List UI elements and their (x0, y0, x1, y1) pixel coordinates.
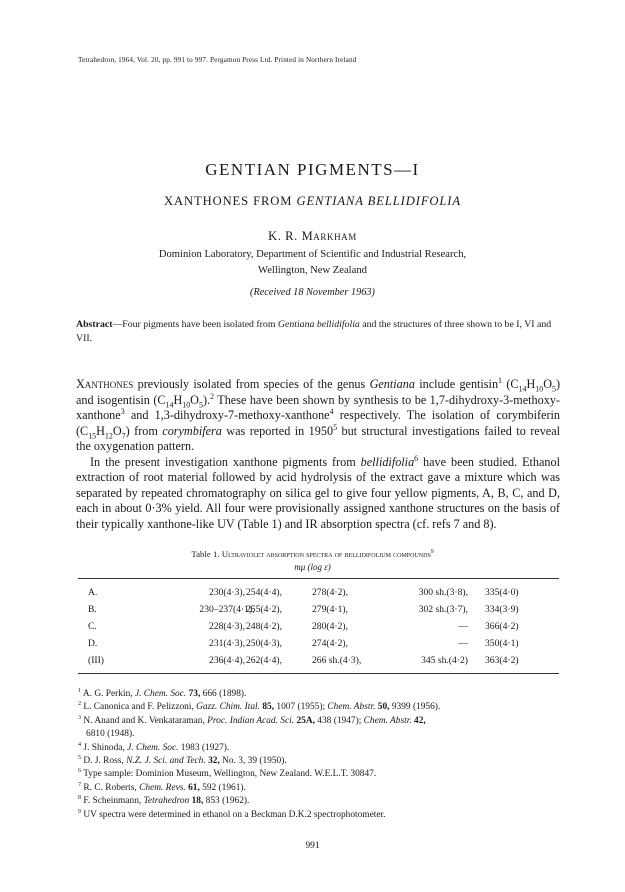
journal-name: Proc. Indian Acad. Sci. (207, 715, 295, 726)
table-cell: 363(4·2) (485, 655, 519, 666)
volume-number: 25A, (294, 715, 315, 726)
subscript: 10 (535, 384, 544, 394)
text-run: N. Anand and K. Venkataraman, (81, 715, 208, 726)
text-run: and 1,3-dihydroxy-7-methoxy-xanthone (124, 408, 330, 422)
journal-name: Chem. Abstr. (363, 715, 412, 726)
text-run: O (543, 377, 552, 391)
abstract-text-1: —Four pigments have been isolated from (112, 319, 278, 330)
journal-name: Gazz. Chim. Ital. (196, 702, 260, 713)
subscript: 10 (182, 399, 191, 409)
table-row (0, 604, 625, 621)
text-run: Type sample: Dominion Museum, Wellington, New Zealand. W.E.L.T. 30847. (81, 769, 377, 780)
journal-name: Chem. Abstr. (327, 702, 376, 713)
text-run: O (112, 423, 122, 438)
genus-name: Gentiana (369, 377, 415, 391)
table-cell: 228(4·3), (209, 621, 245, 632)
footnote (78, 742, 562, 755)
table-cell: A. (88, 587, 98, 598)
subscript: 7 (121, 430, 126, 440)
text-run: H (173, 392, 183, 407)
received-date: (Received 18 November 1963) (250, 287, 375, 298)
footnote-number: 4 (78, 741, 82, 748)
text-run: 1983 (1927). (178, 742, 230, 753)
footnotes (78, 688, 562, 822)
abstract (76, 318, 559, 346)
footnote-number: 1 (78, 687, 82, 694)
footnote-number: 3 (78, 714, 82, 721)
text-run: 853 (1962). (203, 796, 250, 807)
text-run: These have been shown by synthesis to be 1,7-dihydroxy-3-methoxy-xanthone (76, 392, 560, 422)
table-cell: 280(4·2), (312, 621, 348, 632)
subscript: 12 (104, 430, 113, 440)
footnote (78, 795, 562, 808)
table-top-rule (78, 578, 559, 579)
affiliation-line-1: Dominion Laboratory, Department of Scientific and Industrial Research, (158, 249, 467, 260)
footnote-number: 9 (78, 808, 82, 815)
footnote-number: 7 (78, 781, 82, 788)
subscript: 14 (165, 399, 174, 409)
reference-mark: 1 (498, 375, 503, 385)
volume-number: 85, (259, 702, 275, 713)
volume-number: 32, (205, 756, 220, 767)
abstract-species: Gentiana bellidifolia (277, 319, 360, 330)
table-cell: (III) (88, 655, 104, 666)
table-row (0, 621, 625, 638)
text-run: include gentisin (414, 377, 499, 391)
volume-number: 73, (186, 689, 201, 699)
table-cell: 262(4·4), (246, 655, 282, 666)
table-cell: C. (88, 621, 97, 632)
text-run: ). (202, 392, 211, 407)
text-run: F. Scheinmann, (81, 796, 144, 807)
subtitle-species: GENTIANA BELLIDIFOLIA (296, 194, 461, 208)
subscript: 5 (198, 399, 203, 409)
reference-mark: 2 (210, 391, 215, 401)
abstract-text-2: and the structures of three shown to be I, VI and VII. (76, 319, 552, 344)
footnote (78, 701, 562, 714)
table-cell: 279(4·1), (312, 604, 348, 615)
table-cell: 254(4·4), (246, 587, 282, 598)
text-run: respectively. The isolation of corymbiferin (C (76, 408, 560, 438)
subscript: 14 (518, 384, 527, 394)
footnote-number: 5 (78, 754, 82, 761)
footnote (78, 768, 562, 781)
text-run: 592 (1961). (199, 782, 246, 793)
table-cell: 350(4·1) (485, 638, 519, 649)
footnote (78, 715, 562, 728)
table-cell: 335(4·0) (485, 587, 519, 598)
table-cell: 300 sh.(3·8), (418, 587, 468, 598)
table-cell: 236(4·4), (209, 655, 245, 666)
affiliation (0, 247, 625, 278)
table-cell: 302 sh.(3·7), (418, 604, 468, 615)
text-run: H (526, 377, 536, 391)
text-run: 1007 (1955); (274, 702, 328, 713)
volume-number: 42, (411, 715, 426, 726)
text-run: 9399 (1956). (389, 702, 441, 713)
footnote (78, 755, 562, 768)
text-run: A. G. Perkin, (81, 689, 135, 699)
table-cell: 366(4·2) (485, 621, 519, 632)
text-run: In the present investigation xanthone pigments from (90, 454, 361, 469)
table-cell: — (458, 621, 468, 632)
subscript: 15 (88, 430, 97, 440)
reference-mark: 5 (333, 422, 338, 432)
table-cell: 250(4·3), (246, 638, 282, 649)
journal-name: N.Z. J. Sci. and Tech. (126, 756, 206, 767)
text-run: ) and isogentisin (C (76, 377, 561, 407)
table-caption-text: Ultraviolet absorption spectra of bellidifolium compounds (221, 549, 431, 559)
table-cell: 278(4·2), (312, 587, 348, 598)
footnote (78, 688, 562, 701)
table-cell: 345 sh.(4·2) (421, 655, 468, 666)
text-run: L. Canonica and F. Pelizzoni, (81, 702, 197, 713)
footnote-continuation: 6810 (1948). (86, 729, 135, 740)
affiliation-line-2: Wellington, New Zealand (258, 264, 367, 276)
table-cell: 255(4·2), (246, 604, 282, 615)
footnote (78, 809, 562, 822)
table-caption (0, 549, 625, 559)
table-cell: B. (88, 604, 97, 615)
journal-name: Tetrahedron (143, 796, 190, 807)
abstract-label: Abstract (76, 319, 113, 330)
table-row (0, 638, 625, 655)
text-run: R. C. Roberts, (81, 782, 140, 793)
article-title: GENTIAN PIGMENTS—I (205, 160, 420, 179)
table-cell: 231(4·3), (209, 638, 245, 649)
text-run: O (190, 392, 199, 407)
volume-number: 61, (185, 782, 200, 793)
reference-mark: 3 (120, 406, 125, 416)
table-caption-label: Table 1. (191, 549, 222, 559)
table-cell: 334(3·9) (485, 604, 519, 615)
species-name: bellidifolia (360, 454, 415, 469)
footnote-number: 8 (78, 795, 82, 802)
journal-name: J. Chem. Soc. (127, 742, 179, 753)
volume-number: 18, (189, 796, 204, 807)
table-row (0, 655, 625, 672)
table-units: mμ (log ε) (294, 562, 331, 572)
body-text (76, 377, 560, 532)
text-run: H (96, 423, 105, 438)
subscript: 5 (552, 384, 556, 394)
species-name: corymbifera (162, 423, 222, 438)
footnote-number: 2 (78, 701, 82, 708)
table-cell: — (458, 638, 468, 649)
table-cell: D. (88, 638, 98, 649)
text-run: have been studied. Ethanol extraction of root material followed by acid hydrolysis of the extract gave a mixture which was separated by repeated chromatography on silica gel to give four yellow pigments, A, B, C, and D, each in about 0·3% yield. All four were provisionally assigned xanthone structures on the basis of their typically xanthone-like UV (Table 1) and IR absorption spectra (cf. refs 7 and 8). (76, 454, 560, 531)
page-number: 991 (305, 841, 320, 851)
author-name (0, 229, 625, 244)
footnote (78, 782, 562, 795)
footnote-number: 6 (78, 768, 82, 775)
text-run: previously isolated from species of the genus (133, 377, 370, 391)
table-cell: 230–237(4·1), (199, 604, 255, 615)
table-bottom-rule (78, 673, 559, 674)
volume-number: 50, (375, 702, 390, 713)
table-cell: 230(4·3), (209, 587, 245, 598)
paragraph-1 (76, 377, 560, 455)
author-initials: K. R. (268, 229, 302, 243)
text-run: (C (502, 377, 519, 391)
text-run: J. Shinoda, (81, 742, 128, 753)
text-run: 666 (1898). (200, 689, 247, 699)
author-surname: Markham (301, 229, 357, 243)
article-subtitle (0, 194, 625, 209)
lead-word: Xanthones (76, 377, 134, 391)
table-row (0, 587, 625, 604)
text-run: UV spectra were determined in ethanol on a Beckman D.K.2 spectrophotometer. (81, 809, 386, 820)
reference-mark: 6 (414, 453, 419, 463)
table-cell: 274(4·2), (312, 638, 348, 649)
table-cell: 248(4·2), (246, 621, 282, 632)
running-header: Tetrahedron, 1964, Vol. 20, pp. 991 to 997. Pergamon Press Ltd. Printed in Northern Ireland (78, 56, 357, 64)
text-run: D. J. Ross, (81, 756, 127, 767)
journal-name: J. Chem. Soc. (134, 689, 187, 699)
text-run: 438 (1947); (314, 715, 364, 726)
subtitle-prefix: XANTHONES FROM (164, 194, 297, 208)
text-run: ) from (125, 423, 163, 438)
text-run: but structural investigations failed to reveal the oxygenation pattern. (76, 423, 561, 453)
text-run: No. 3, 39 (1950). (219, 756, 287, 767)
text-run: was reported in 1950 (221, 423, 334, 438)
paragraph-2 (76, 455, 560, 533)
journal-name: Chem. Revs. (139, 782, 186, 793)
reference-mark: 9 (430, 549, 434, 556)
reference-mark: 4 (329, 406, 334, 416)
table-cell: 266 sh.(4·3), (312, 655, 362, 666)
